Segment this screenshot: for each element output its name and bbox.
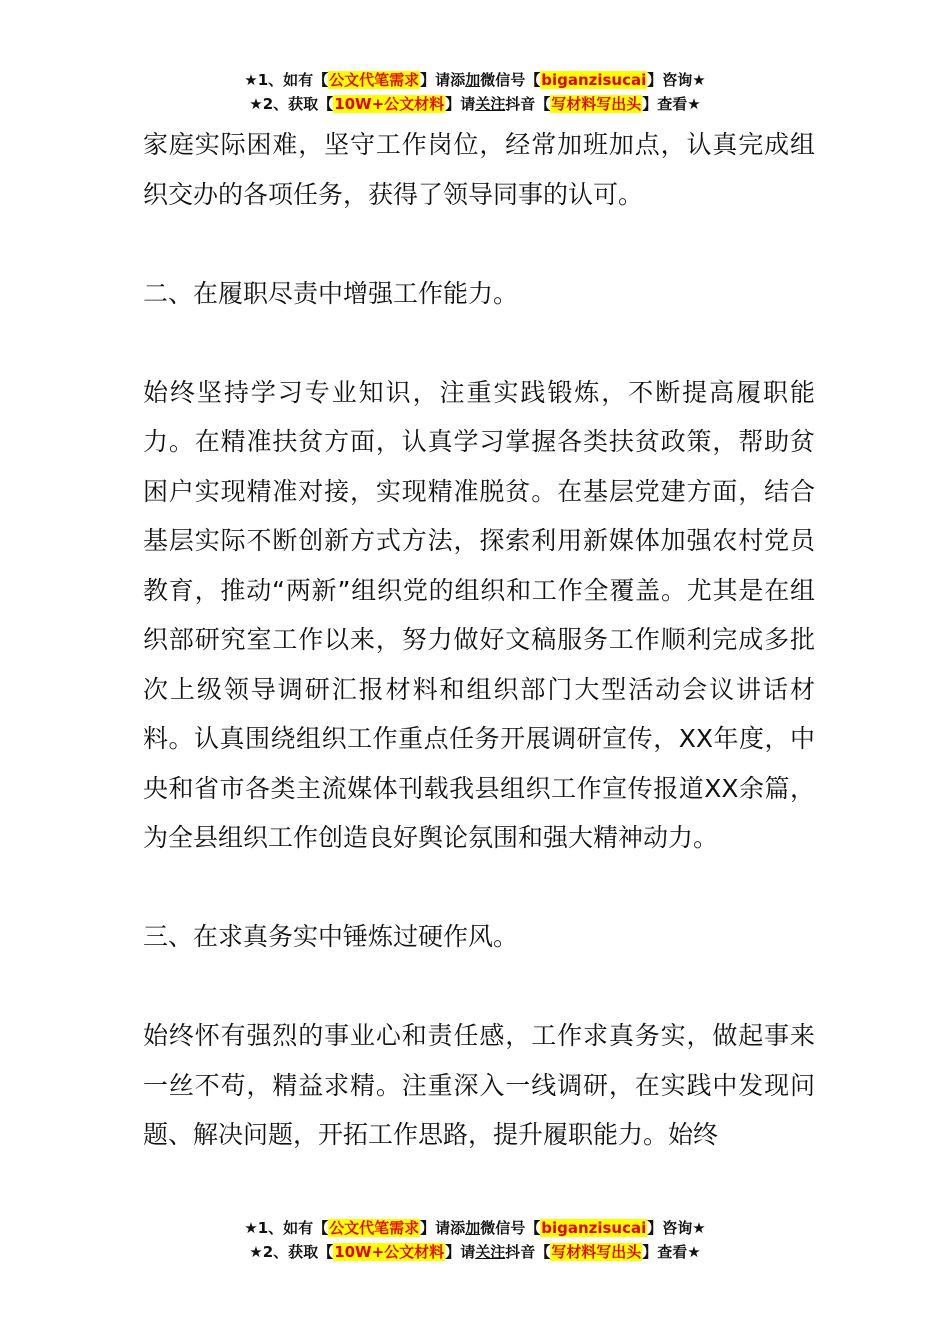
section-heading: 二、在履职尽责中增强工作能力。 xyxy=(143,278,519,308)
paragraph-gap xyxy=(143,219,815,269)
banner-line-2 xyxy=(0,92,950,116)
banner-text: 抖音【 xyxy=(505,95,551,113)
document-body xyxy=(143,120,815,1160)
banner-text: 】请添 xyxy=(420,71,466,89)
paragraph-gap xyxy=(143,863,815,913)
banner-text: 】请 xyxy=(445,95,476,113)
banner-text: 】请 xyxy=(445,1243,476,1261)
banner-highlight: 写材料写出头 xyxy=(551,95,642,113)
banner-text: 微信号【 xyxy=(480,1219,541,1237)
banner-text: 】咨询★ xyxy=(647,1219,706,1237)
banner-text: 加 xyxy=(465,71,481,89)
paragraph-gap xyxy=(143,962,815,1012)
banner-text: ★2、获取【 xyxy=(249,1243,334,1261)
section-heading: 三、在求真务实中锤炼过硬作风。 xyxy=(143,922,519,951)
banner-highlight: biganzisucai xyxy=(541,71,647,89)
banner-text: ★1、如有【 xyxy=(244,1219,329,1237)
header-banner xyxy=(0,68,950,116)
banner-highlight: 10W+公文材料 xyxy=(334,1243,445,1261)
paragraph: 家庭实际困难，坚守工作岗位，经常加班加点，认真完成组织交办的各项任务，获得了领导同事的认可。 xyxy=(143,130,815,209)
banner-text: 加 xyxy=(465,1219,481,1237)
banner-text: ★1、如有【 xyxy=(244,71,329,89)
banner-text: 关注 xyxy=(475,95,506,113)
banner-text: ★2、获取【 xyxy=(249,95,334,113)
banner-highlight: 写材料写出头 xyxy=(551,1243,642,1261)
banner-highlight: 公文代笔需求 xyxy=(329,71,420,89)
banner-text: 】查看★ xyxy=(642,1243,701,1261)
banner-line-2 xyxy=(0,1240,950,1264)
paragraph: 始终怀有强烈的事业心和责任感，工作求真务实，做起事来一丝不苟，精益求精。注重深入一线调研，在实践中发现问题、解决问题，开拓工作思路，提升履职能力。始终 xyxy=(143,1021,815,1149)
banner-line-1 xyxy=(0,68,950,92)
banner-text: 抖音【 xyxy=(505,1243,551,1261)
banner-text: 】查看★ xyxy=(642,95,701,113)
banner-text: 】咨询★ xyxy=(647,71,706,89)
footer-banner xyxy=(0,1216,950,1264)
banner-highlight: 公文代笔需求 xyxy=(329,1219,420,1237)
paragraph-gap xyxy=(143,318,815,368)
banner-highlight: 10W+公文材料 xyxy=(334,95,445,113)
banner-text: 】请添 xyxy=(420,1219,466,1237)
banner-text: 关注 xyxy=(475,1243,506,1261)
banner-line-1 xyxy=(0,1216,950,1240)
banner-highlight: biganzisucai xyxy=(541,1219,647,1237)
paragraph: 始终坚持学习专业知识，注重实践锻炼，不断提高履职能力。在精准扶贫方面，认真学习掌握各类扶贫政策，帮助贫困户实现精准对接，实现精准脱贫。在基层党建方面，结合基层实际不断创新方式方法，探索利用新媒体加强农村党员教育，推动“两新”组织党的组织和工作全覆盖。尤其是在组织部研究室工作以来，努力做好文稿服务工作顺利完成多批次上级领导调研汇报材料和组织部门大型活动会议讲话材料。认真围绕组织工作重点任务开展调研宣传，XX年度，中央和省市各类主流媒体刊载我县组织工作宣传报道XX余篇，为全县组织工作创造良好舆论氛围和强大精神动力。 xyxy=(143,377,815,852)
banner-text: 微信号【 xyxy=(480,71,541,89)
